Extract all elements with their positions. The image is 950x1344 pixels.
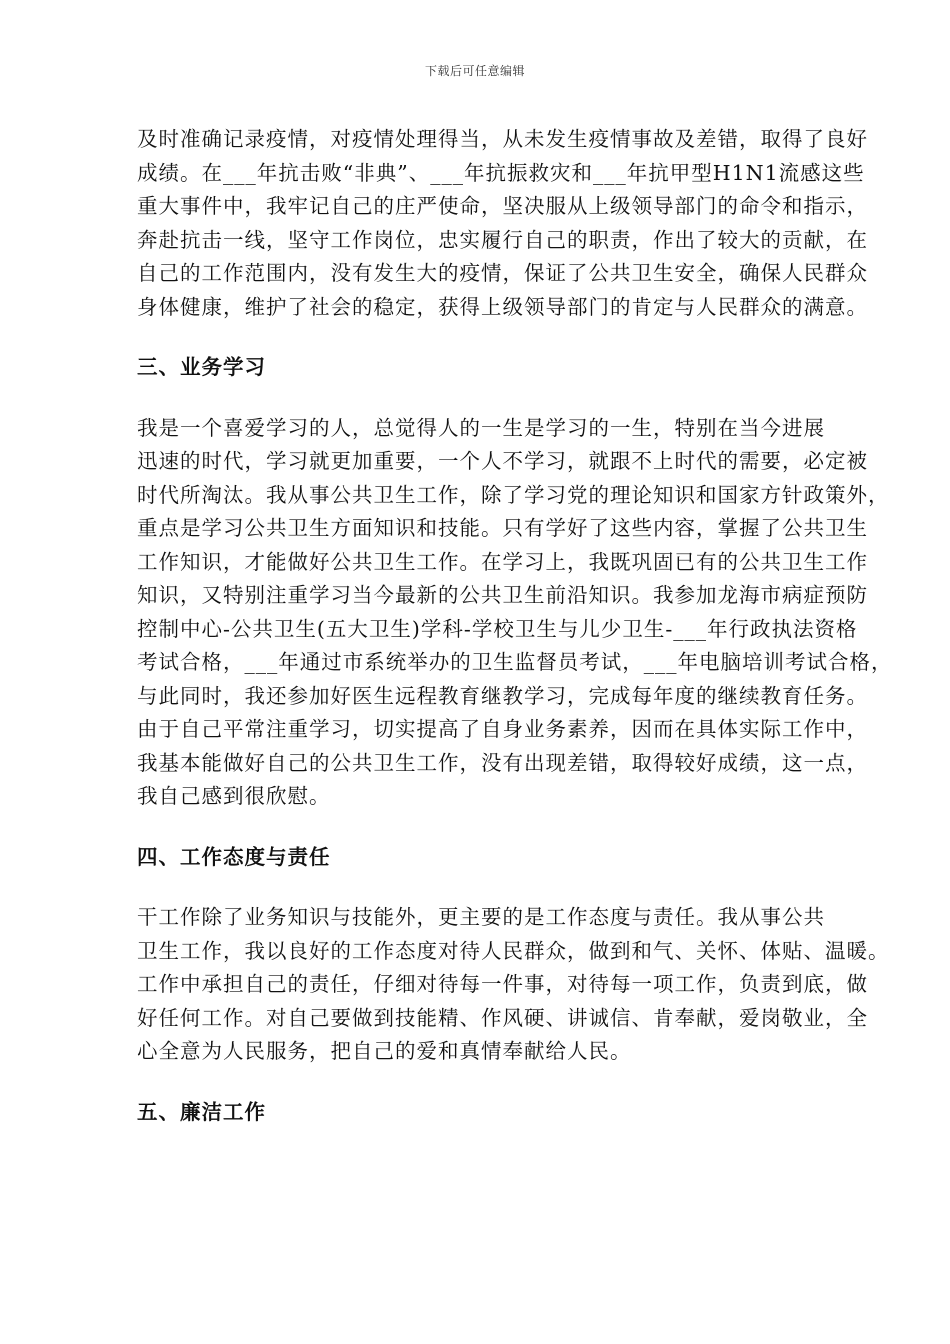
- text-line: 由于自己平常注重学习，切实提高了自身业务素养，因而在具体实际工作中，: [137, 717, 868, 741]
- paragraph-section-3: [137, 412, 893, 814]
- paragraph-section-4: [137, 901, 890, 1069]
- text-line: 重大事件中，我牢记自己的庄严使命，坚决服从上级领导部门的命令和指示，: [137, 194, 868, 218]
- section-heading-4: 四、工作态度与责任: [137, 844, 331, 869]
- text-line: 考试合格，___年通过市系统举办的卫生监督员考试，___年电脑培训考试合格，: [137, 650, 893, 674]
- text-line: 重点是学习公共卫生方面知识和技能。只有学好了这些内容，掌握了公共卫生: [137, 516, 868, 540]
- text-line: 我是一个喜爱学习的人，总觉得人的一生是学习的一生，特别在当今进展: [137, 415, 825, 440]
- paragraph-1: [137, 123, 877, 324]
- text-line: 干工作除了业务知识与技能外，更主要的是工作态度与责任。我从事公共: [137, 905, 825, 929]
- text-line: 我自己感到很欣慰。: [137, 784, 331, 808]
- document-body: [137, 123, 893, 1129]
- text-line: 及时准确记录疫情，对疫情处理得当，从未发生疫情事故及差错，取得了良好: [137, 127, 868, 151]
- text-line: 时代所淘汰。我从事公共卫生工作，除了学习党的理论知识和国家方针政策外，: [137, 482, 890, 507]
- text-line: 迅速的时代，学习就更加重要，一个人不学习，就跟不上时代的需要，必定被: [137, 449, 868, 473]
- text-line: 知识，又特别注重学习当今最新的公共卫生前沿知识。我参加龙海市病症预防: [137, 583, 868, 607]
- text-line: 身体健康，维护了社会的稳定，获得上级领导部门的肯定与人民群众的满意。: [137, 294, 868, 319]
- section-heading-5: 五、廉洁工作: [137, 1099, 266, 1124]
- header-note: 下载后可任意编辑: [424, 64, 525, 78]
- text-line: 工作知识，才能做好公共卫生工作。在学习上，我既巩固已有的公共卫生工作: [137, 549, 868, 574]
- text-line: 奔赴抗击一线，坚守工作岗位，忠实履行自己的职责，作出了较大的贡献，在: [137, 227, 868, 252]
- text-line: 与此同时，我还参加好医生远程教育继教学习，完成每年度的继续教育任务。: [137, 683, 868, 708]
- text-line: 卫生工作，我以良好的工作态度对待人民群众，做到和气、关怀、体贴、温暖。: [137, 938, 890, 963]
- text-line: 成绩。在___年抗击败“非典”、___年抗振救灾和___年抗甲型H1N1流感这些: [137, 160, 865, 185]
- text-line: 心全意为人民服务，把自己的爱和真情奉献给人民。: [137, 1039, 632, 1063]
- text-line: 控制中心-公共卫生(五大卫生)学科-学校卫生与儿少卫生-___年行政执法资格: [137, 616, 858, 641]
- text-line: 自己的工作范围内，没有发生大的疫情，保证了公共卫生安全，确保人民群众: [137, 261, 868, 285]
- section-heading-3: 三、业务学习: [137, 355, 266, 379]
- text-line: 工作中承担自己的责任，仔细对待每一件事，对待每一项工作，负责到底，做: [137, 972, 868, 996]
- text-line: 好任何工作。对自己要做到技能精、作风硬、讲诚信、肯奉献，爱岗敬业，全: [137, 1005, 868, 1030]
- text-line: 我基本能做好自己的公共卫生工作，没有出现差错，取得较好成绩，这一点，: [137, 750, 868, 775]
